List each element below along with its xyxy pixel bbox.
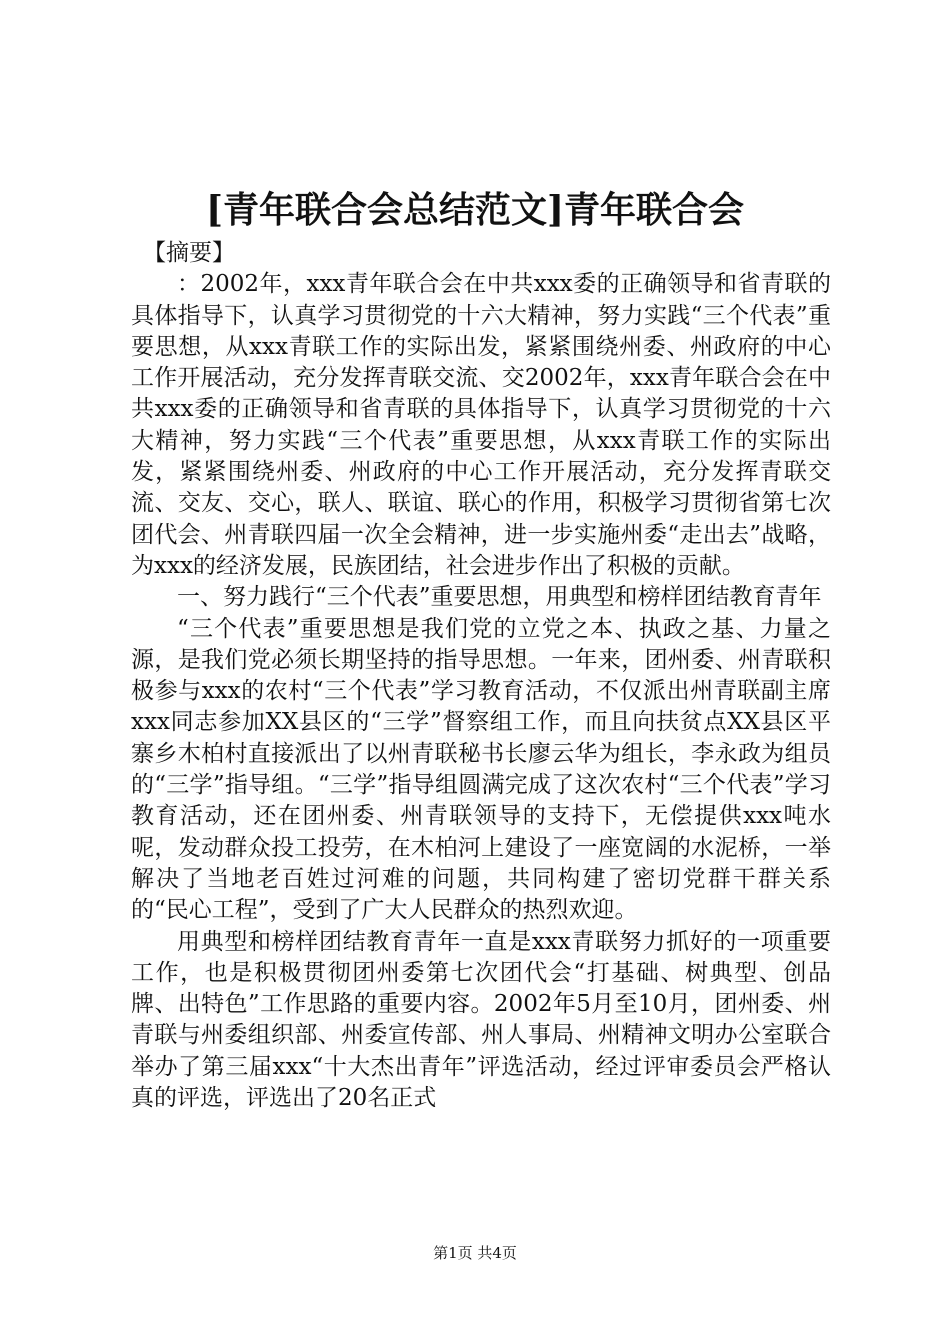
document-body [131, 238, 831, 1114]
document-title: [青年联合会总结范文]青年联合会 [205, 189, 745, 231]
page-footer: 第1页 共4页 [433, 1244, 517, 1262]
paragraph-section-heading: 一、努力践行“三个代表”重要思想，用典型和榜样团结教育青年 [177, 584, 822, 611]
paragraph-three-represents: “三个代表”重要思想是我们党的立党之本、执政之基、力量之源，是我们党必须长期坚持的指导思想。一年来，团州委、州青联积极参与xxx的农村“三个代表”学习教育活动，不仅派出州青联副主席xxx同志参加XX县区的“三学”督察组工作，而且向扶贫点XX县区平寨乡木柏村直接派出了以州青联秘书长廖云华为组长，李永政为组员的“三学”指导组。“三学”指导组圆满完成了这次农村“三个代表”学习教育活动，还在团州委、州青联领导的支持下，无偿提供xxx吨水呢，发动群众投工投劳，在木柏河上建设了一座宽阔的水泥桥，一举解决了当地老百姓过河难的问题，共同构建了密切党群干群关系的“民心工程”，受到了广大人民群众的热烈欢迎。 [131, 615, 831, 924]
paragraph-model-youth: 用典型和榜样团结教育青年一直是xxx青联努力抓好的一项重要工作，也是积极贯彻团州委第七次团代会“打基础、树典型、创品牌、出特色”工作思路的重要内容。2002年5月至10月，团州委、州青联与州委组织部、州委宣传部、州人事局、州精神文明办公室联合举办了第三届xxx“十大杰出青年”评选活动，经过评审委员会严格认真的评选，评选出了20名正式 [131, 928, 831, 1112]
abstract-label: 【摘要】 [143, 240, 235, 266]
paragraph-abstract: ：2002年，xxx青年联合会在中共xxx委的正确领导和省青联的具体指导下，认真学习贯彻党的十六大精神，努力实践“三个代表”重要思想，从xxx青联工作的实际出发，紧紧围绕州委、州政府的中心工作开展活动，充分发挥青联交流、交2002年，xxx青年联合会在中共xxx委的正确领导和省青联的具体指导下，认真学习贯彻党的十六大精神，努力实践“三个代表”重要思想，从xxx青联工作的实际出发，紧紧围绕州委、州政府的中心工作开展活动，充分发挥青联交流、交友、交心，联人、联谊、联心的作用，积极学习贯彻省第七次团代会、州青联四届一次全会精神，进一步实施州委“走出去”战略，为xxx的经济发展，民族团结，社会进步作出了积极的贡献。 [131, 271, 831, 579]
